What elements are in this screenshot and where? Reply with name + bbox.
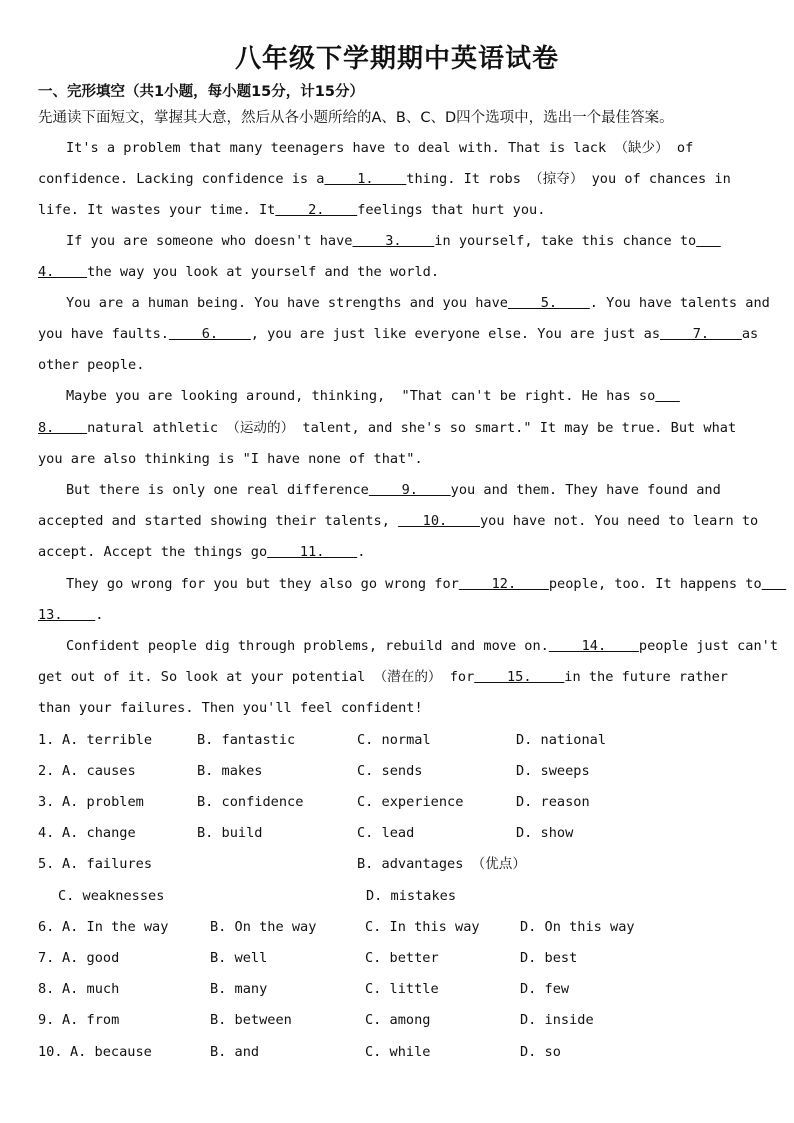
option-d[interactable]: D. mistakes: [366, 888, 457, 904]
blank-4-start: [696, 233, 721, 249]
blank-6: 6.: [168, 326, 251, 342]
blank-3: 3.: [352, 233, 435, 249]
option-a[interactable]: A. from: [62, 1012, 120, 1028]
option-c[interactable]: C. normal: [357, 732, 431, 748]
option-a[interactable]: A. good: [62, 950, 120, 966]
option-b[interactable]: B. between: [210, 1012, 292, 1028]
question-number: 6.: [38, 919, 55, 935]
passage-line: But there is only one real difference 9. you and them. They have found and: [66, 482, 721, 498]
option-b[interactable]: B. many: [210, 981, 268, 997]
question-number: 5.: [38, 856, 55, 872]
option-d[interactable]: D. show: [516, 825, 574, 841]
option-a[interactable]: A. problem: [62, 794, 144, 810]
passage-line: 8. natural athletic （运动的） talent, and she's so smart." It may be true. But what: [38, 420, 737, 436]
option-b[interactable]: B. confidence: [197, 794, 304, 810]
option-a[interactable]: A. terrible: [62, 732, 153, 748]
blank-14: 14.: [548, 638, 639, 654]
question-number: 10.: [38, 1044, 63, 1060]
question-number: 1.: [38, 732, 55, 748]
option-a[interactable]: A. much: [62, 981, 120, 997]
option-d[interactable]: D. inside: [520, 1012, 594, 1028]
passage-line: get out of it. So look at your potential （潜在的） for 15. in the future rather: [38, 669, 728, 685]
option-a[interactable]: A. because: [70, 1044, 152, 1060]
option-c[interactable]: C. among: [365, 1012, 431, 1028]
option-b[interactable]: B. On the way: [210, 919, 317, 935]
option-d[interactable]: D. On this way: [520, 919, 635, 935]
option-a[interactable]: A. change: [62, 825, 136, 841]
blank-12: 12.: [458, 576, 549, 592]
blank-15: 15.: [474, 669, 565, 685]
option-b[interactable]: B. well: [210, 950, 268, 966]
question-number: 4.: [38, 825, 55, 841]
passage-line: accepted and started showing their talents, 10. you have not. You need to learn to: [38, 513, 759, 529]
option-d[interactable]: D. few: [520, 981, 570, 997]
blank-11: 11.: [267, 544, 358, 560]
blank-8-start: [655, 388, 680, 404]
question-number: 9.: [38, 1012, 55, 1028]
option-c[interactable]: C. sends: [357, 763, 423, 779]
instructions: 先通读下面短文，掌握其大意，然后从各小题所给的A、B、C、D四个选项中，选出一个最佳答案。: [38, 110, 674, 126]
option-c[interactable]: C. In this way: [365, 919, 480, 935]
option-a[interactable]: A. In the way: [62, 919, 169, 935]
blank-13: 13.: [38, 607, 96, 623]
blank-7: 7.: [660, 326, 742, 342]
exam-title: 八年级下学期期中英语试卷: [234, 44, 559, 74]
option-c[interactable]: C. better: [365, 950, 439, 966]
passage-line: Confident people dig through problems, rebuild and move on. 14. people just can't: [66, 638, 779, 654]
option-c[interactable]: C. little: [365, 981, 439, 997]
question-number: 2.: [38, 763, 55, 779]
blank-8: 8.: [38, 420, 88, 436]
passage-line: 13. .: [38, 607, 104, 623]
blank-1: 1.: [324, 171, 407, 187]
option-c[interactable]: C. lead: [357, 825, 415, 841]
passage-line: you have faults. 6. , you are just like everyone else. You are just as 7. as: [38, 326, 759, 342]
question-number: 8.: [38, 981, 55, 997]
blank-5: 5.: [507, 295, 590, 311]
option-b[interactable]: B. and: [210, 1044, 260, 1060]
passage-line: Maybe you are looking around, thinking, "That can't be right. He has so: [66, 386, 680, 406]
option-a[interactable]: A. causes: [62, 763, 136, 779]
option-d[interactable]: D. best: [520, 950, 578, 966]
passage-line: other people.: [38, 357, 145, 373]
passage-line: accept. Accept the things go 11. .: [38, 544, 366, 560]
passage-line: They go wrong for you but they also go wrong for 12. people, too. It happens to: [66, 574, 786, 594]
passage-line: If you are someone who doesn't have 3. in yourself, take this chance to: [66, 231, 721, 251]
option-b[interactable]: B. advantages （优点）: [357, 856, 526, 872]
option-d[interactable]: D. sweeps: [516, 763, 590, 779]
passage-line: You are a human being. You have strengths and you have 5. . You have talents and: [66, 295, 770, 311]
passage-line: life. It wastes your time. It 2. feelings that hurt you.: [38, 202, 546, 218]
blank-9: 9.: [368, 482, 451, 498]
section-heading: 一、完形填空（共1小题，每小题15分，计15分）: [38, 84, 364, 100]
blank-10: 10.: [398, 513, 480, 529]
option-d[interactable]: D. so: [520, 1044, 561, 1060]
passage-line: than your failures. Then you'll feel confident!: [38, 700, 423, 716]
option-d[interactable]: D. reason: [516, 794, 590, 810]
option-b[interactable]: B. makes: [197, 763, 263, 779]
option-b[interactable]: B. build: [197, 825, 263, 841]
option-d[interactable]: D. national: [516, 732, 607, 748]
option-a[interactable]: A. failures: [62, 856, 153, 872]
passage-line: confidence. Lacking confidence is a 1. thing. It robs （掠夺） you of chances in: [38, 171, 731, 187]
passage-line: It's a problem that many teenagers have to deal with. That is lack （缺少） of: [66, 140, 694, 156]
question-number: 3.: [38, 794, 55, 810]
question-number: 7.: [38, 950, 55, 966]
option-c[interactable]: C. experience: [357, 794, 464, 810]
option-c[interactable]: C. weaknesses: [58, 888, 165, 904]
blank-2: 2.: [275, 202, 358, 218]
option-c[interactable]: C. while: [365, 1044, 431, 1060]
option-b[interactable]: B. fantastic: [197, 732, 296, 748]
blank-13-start: [762, 576, 787, 592]
passage-line: 4. the way you look at yourself and the world.: [38, 264, 440, 280]
passage-line: you are also thinking is "I have none of that".: [38, 451, 423, 467]
blank-4: 4.: [38, 264, 88, 280]
